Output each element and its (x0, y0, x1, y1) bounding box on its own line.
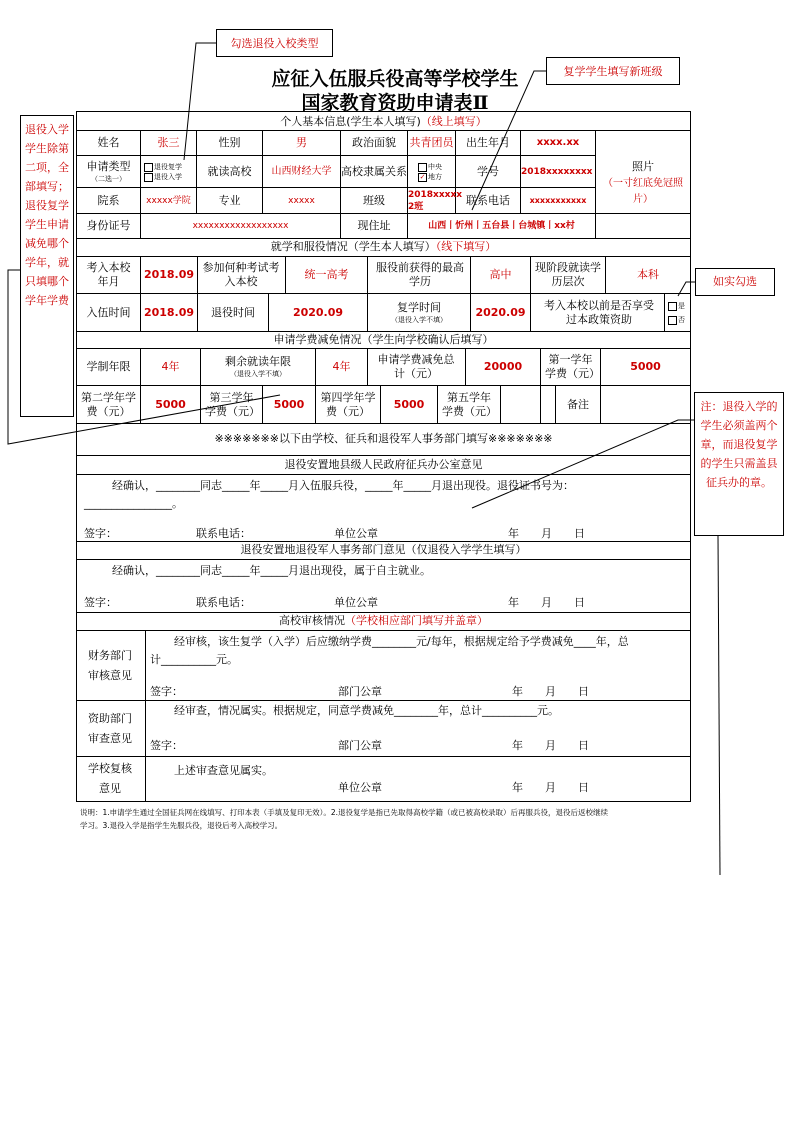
county-date: 年 月 日 (508, 527, 585, 540)
major-value[interactable]: xxxxx (288, 195, 315, 206)
section-service-header: 就学和服役情况（学生本人填写）（线下填写） (270, 240, 497, 253)
dept-value[interactable]: xxxxx学院 (146, 195, 191, 206)
student-no-value[interactable]: 2018xxxxxxxx (521, 166, 593, 177)
photo-label: 照片 (632, 159, 654, 173)
political-label: 政治面貌 (352, 136, 396, 149)
finance-date: 年 月 日 (512, 685, 589, 698)
resume-label-cell (368, 294, 470, 331)
veteran-date: 年 月 日 (508, 596, 585, 609)
county-sign: 签字： (84, 527, 117, 540)
major-label: 专业 (218, 193, 241, 207)
aid-date: 年 月 日 (512, 739, 589, 752)
checkbox-enter[interactable] (144, 173, 153, 182)
name-value[interactable]: 张三 (157, 136, 180, 149)
note-new-class: 复学学生填写新班级 (546, 57, 680, 85)
veteran-sign: 签字： (84, 596, 117, 609)
checkbox-yes[interactable] (668, 302, 677, 311)
form-title-line1: 应征入伍服兵役高等学校学生 (271, 68, 519, 90)
remain-sub: （退役入学不填） (230, 370, 286, 378)
years-value[interactable]: 4年 (161, 360, 180, 373)
section-basic-info-header: 个人基本信息(学生本人填写)（线上填写） (280, 115, 487, 128)
class-value[interactable]: 2018xxxxx2班 (408, 190, 463, 212)
resume-sub: （退役入学不填） (391, 315, 447, 324)
checkbox-central[interactable] (418, 163, 427, 172)
note-check-type: 勾选退役入校类型 (216, 29, 333, 57)
level-label: 现阶段就读学历层次 (535, 261, 601, 288)
phone-label: 联系电话 (466, 193, 510, 207)
remain-value[interactable]: 4年 (332, 360, 351, 373)
finance-sign: 签字： (150, 685, 183, 698)
policy-label: 考入本校以前是否享受过本政策资助 (544, 298, 654, 326)
y3-label: 第三学年学费（元） (205, 390, 260, 418)
option-local[interactable]: ✓ 地方 (419, 172, 442, 181)
footer-notes (80, 806, 692, 832)
footer-line-2: 学习。3.退役入学是指学生先服兵役，退役后考入高校学习。 (80, 821, 283, 830)
apply-type-label: 申请类型 (86, 159, 131, 173)
y5-label: 第五学年学费（元） (442, 390, 497, 418)
county-text-2: ________________。 (84, 497, 183, 510)
checkbox-resume[interactable] (144, 163, 153, 172)
id-value[interactable]: xxxxxxxxxxxxxxxxxx (192, 221, 289, 231)
note-right: 注：退役入学的学生必须盖两个章，而退役复学的学生只需盖县征兵办的章。 (694, 392, 784, 536)
review-seal: 单位公章 (338, 781, 382, 794)
dept-label: 院系 (97, 193, 120, 207)
finance-label: 财务部门审核意见 (88, 648, 132, 682)
address-value[interactable]: 山西丨忻州丨五台县丨台城镇丨xx村 (428, 221, 575, 231)
school-section-divider: ※※※※※※※以下由学校、征兵和退役军人事务部门填写※※※※※※※ (214, 432, 553, 445)
finance-seal: 部门公章 (338, 685, 382, 698)
apply-type-label-cell (77, 156, 140, 187)
veteran-seal: 单位公章 (334, 596, 378, 609)
form-title-line2: 国家教育资助申请表Ⅱ (301, 92, 489, 114)
id-label: 身份证号 (86, 219, 131, 232)
resume-value[interactable]: 2020.09 (475, 305, 526, 319)
apply-type-sub: （二选一） (91, 174, 126, 183)
apply-type-options (144, 157, 196, 187)
remain-label: 剩余就读年限 (225, 355, 291, 368)
note-check-truth: 如实勾选 (695, 268, 775, 296)
name-label: 姓名 (97, 136, 120, 149)
section-tuition-header: 申请学费减免情况（学生向学校确认后填写） (273, 333, 494, 346)
y2-label: 第二学年学费（元） (81, 390, 136, 418)
gender-value[interactable]: 男 (296, 136, 307, 149)
gender-label: 性别 (218, 136, 241, 149)
section-veteran-header: 退役安置地退役军人事务部门意见（仅退役入学学生填写） (240, 543, 527, 556)
photo-hint: （一寸红底免冠照片） (603, 177, 683, 205)
option-resume[interactable]: 退役复学 (144, 162, 182, 172)
y4-label: 第四学年学费（元） (320, 390, 376, 418)
option-no[interactable]: 否 (668, 313, 685, 327)
checkbox-local[interactable]: ✓ (419, 172, 426, 181)
y2-value[interactable]: 5000 (155, 397, 186, 411)
county-seal: 单位公章 (334, 527, 378, 540)
remain-label-cell (201, 349, 315, 385)
finance-text-2: 计__________元。 (150, 653, 238, 666)
county-phone: 联系电话： (196, 527, 251, 540)
affil-label: 高校隶属关系 (341, 164, 407, 178)
enroll-value[interactable]: 2018.09 (143, 268, 195, 281)
review-label: 学校复核意见 (88, 762, 132, 795)
level-value[interactable]: 本科 (637, 268, 659, 281)
total-value[interactable]: 20000 (483, 360, 523, 373)
aid-text-1: 经审查，情况属实。根据规定，同意学费减免________年，总计__________元。 (174, 704, 559, 717)
aid-seal: 部门公章 (338, 739, 382, 752)
political-value[interactable]: 共青团员 (409, 136, 454, 149)
birth-label: 出生年月 (466, 136, 510, 149)
school-value[interactable]: 山西财经大学 (271, 165, 332, 177)
enlist-value[interactable]: 2018.09 (143, 305, 195, 319)
enroll-label: 考入本校年月 (86, 261, 131, 288)
edu-label: 服役前获得的最高学历 (376, 261, 464, 288)
section-county-header: 退役安置地县级人民政府征兵办公室意见 (284, 458, 483, 471)
retire-value[interactable]: 2020.09 (292, 305, 344, 319)
policy-options (668, 295, 690, 331)
y1-label: 第一学年学费（元） (545, 353, 600, 380)
aid-sign: 签字： (150, 739, 183, 752)
y4-value[interactable]: 5000 (393, 397, 425, 411)
class-label: 班级 (363, 193, 385, 207)
enlist-label: 入伍时间 (86, 305, 131, 319)
phone-value[interactable]: xxxxxxxxxxx (529, 195, 587, 205)
birth-value[interactable]: xxxx.xx (536, 137, 580, 148)
remark-label: 备注 (567, 397, 589, 411)
y1-value[interactable]: 5000 (630, 360, 661, 373)
note-left: 退役入学学生除第二项，全部填写；退役复学学生申请减免哪个学年，就只填哪个学年学费 (20, 115, 74, 417)
review-date: 年 月 日 (512, 781, 589, 794)
option-enter[interactable]: 退役入学 (144, 172, 182, 182)
retire-label: 退役时间 (211, 305, 255, 319)
y5-value[interactable] (501, 386, 555, 423)
student-no-label: 学号 (477, 164, 499, 178)
edu-value[interactable]: 高中 (489, 268, 512, 281)
school-label: 就读高校 (207, 164, 252, 178)
veteran-text-1: 经确认，________同志_____年_____月退出现役，属于自主就业。 (112, 564, 431, 577)
years-label: 学制年限 (86, 360, 131, 373)
photo-box (596, 131, 690, 238)
county-text-1: 经确认，________同志_____年_____月入伍服兵役，_____年_____月退出现役。退役证书号为： (112, 479, 574, 492)
y3-value[interactable]: 5000 (273, 397, 305, 411)
section-school-review-header: 高校审核情况（学校相应部门填写并盖章） (279, 614, 488, 627)
total-label: 申请学费减免总计（元） (377, 353, 455, 380)
resume-label: 复学时间 (397, 300, 441, 314)
exam-value[interactable]: 统一高考 (304, 268, 349, 281)
finance-text-1: 经审核，该生复学（入学）后应缴纳学费________元/每年，根据规定给予学费减免____年，总 (174, 635, 629, 648)
affil-options (418, 157, 455, 187)
review-text-1: 上述审查意见属实。 (174, 764, 273, 777)
remark-value[interactable] (601, 386, 690, 423)
option-yes[interactable]: 是 (668, 299, 685, 313)
veteran-phone: 联系电话： (196, 596, 251, 609)
aid-label: 资助部门审查意见 (88, 711, 132, 745)
checkbox-no[interactable] (668, 316, 677, 325)
footer-line-1: 说明：1.申请学生通过全国征兵网在线填写、打印本表（手填及复印无效）。2.退役复学是指已先取得高校学籍（或已被高校录取）后再服兵役，退役后返校继续 (80, 808, 609, 817)
option-central[interactable]: 中央 (418, 162, 442, 172)
exam-label: 参加何种考试考入本校 (202, 261, 280, 288)
address-label: 现住址 (357, 219, 391, 232)
